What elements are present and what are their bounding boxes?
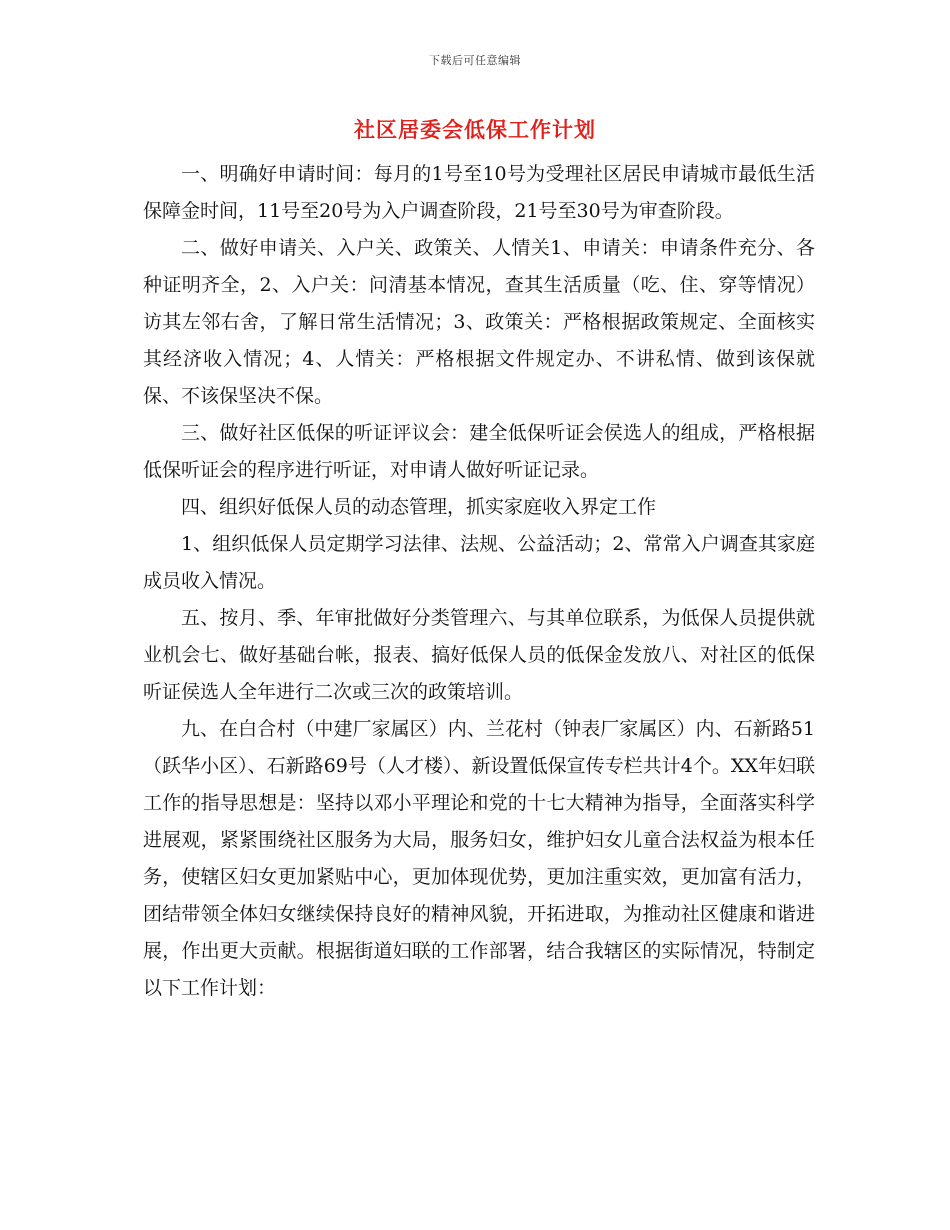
- paragraph-5: 1、组织低保人员定期学习法律、法规、公益活动；2、常常入户调查其家庭成员收入情况。: [143, 533, 815, 592]
- paragraph-2: 二、做好申请关、入户关、政策关、人情关1、申请关：申请条件充分、各种证明齐全，2、入户关：问清基本情况，查其生活质量（吃、住、穿等情况）访其左邻右舍，了解日常生活情况；3、政策关：严格根据政策规定、全面核实其经济收入情况；4、人情关：严格根据文件规定办、不讲私情、做到该保就保、不该保坚决不保。: [143, 237, 815, 407]
- paragraph-6: 五、按月、季、年审批做好分类管理六、与其单位联系，为低保人员提供就业机会七、做好基础台帐，报表、搞好低保人员的低保金发放八、对社区的低保听证侯选人全年进行二次或三次的政策培训。: [143, 607, 815, 703]
- document-title: 社区居委会低保工作计划: [354, 118, 596, 142]
- paragraph-3: 三、做好社区低保的听证评议会：建全低保听证会侯选人的组成，严格根据低保听证会的程序进行听证，对申请人做好听证记录。: [143, 422, 815, 481]
- paragraph-4: 四、组织好低保人员的动态管理，抓实家庭收入界定工作: [181, 496, 657, 518]
- document-body: [143, 156, 815, 1007]
- paragraph-1: 一、明确好申请时间：每月的1号至10号为受理社区居民申请城市最低生活保障金时间，11号至20号为入户调查阶段，21号至30号为审查阶段。: [143, 163, 815, 222]
- paragraph-7: 九、在白合村（中建厂家属区）内、兰花村（钟表厂家属区）内、石新路51（跃华小区）、石新路69号（人才楼）、新设置低保宣传专栏共计4个。XX年妇联工作的指导思想是：坚持以邓小平理论和党的十七大精神为指导，全面落实科学进展观，紧紧围绕社区服务为大局，服务妇女，维护妇女儿童合法权益为根本任务，使辖区妇女更加紧贴中心，更加体现优势，更加注重实效，更加富有活力，团结带领全体妇女继续保持良好的精神风貌，开拓进取，为推动社区健康和谐进展，作出更大贡献。根据街道妇联的工作部署，结合我辖区的实际情况，特制定以下工作计划：: [143, 718, 815, 999]
- header-note: 下载后可任意编辑: [429, 54, 521, 67]
